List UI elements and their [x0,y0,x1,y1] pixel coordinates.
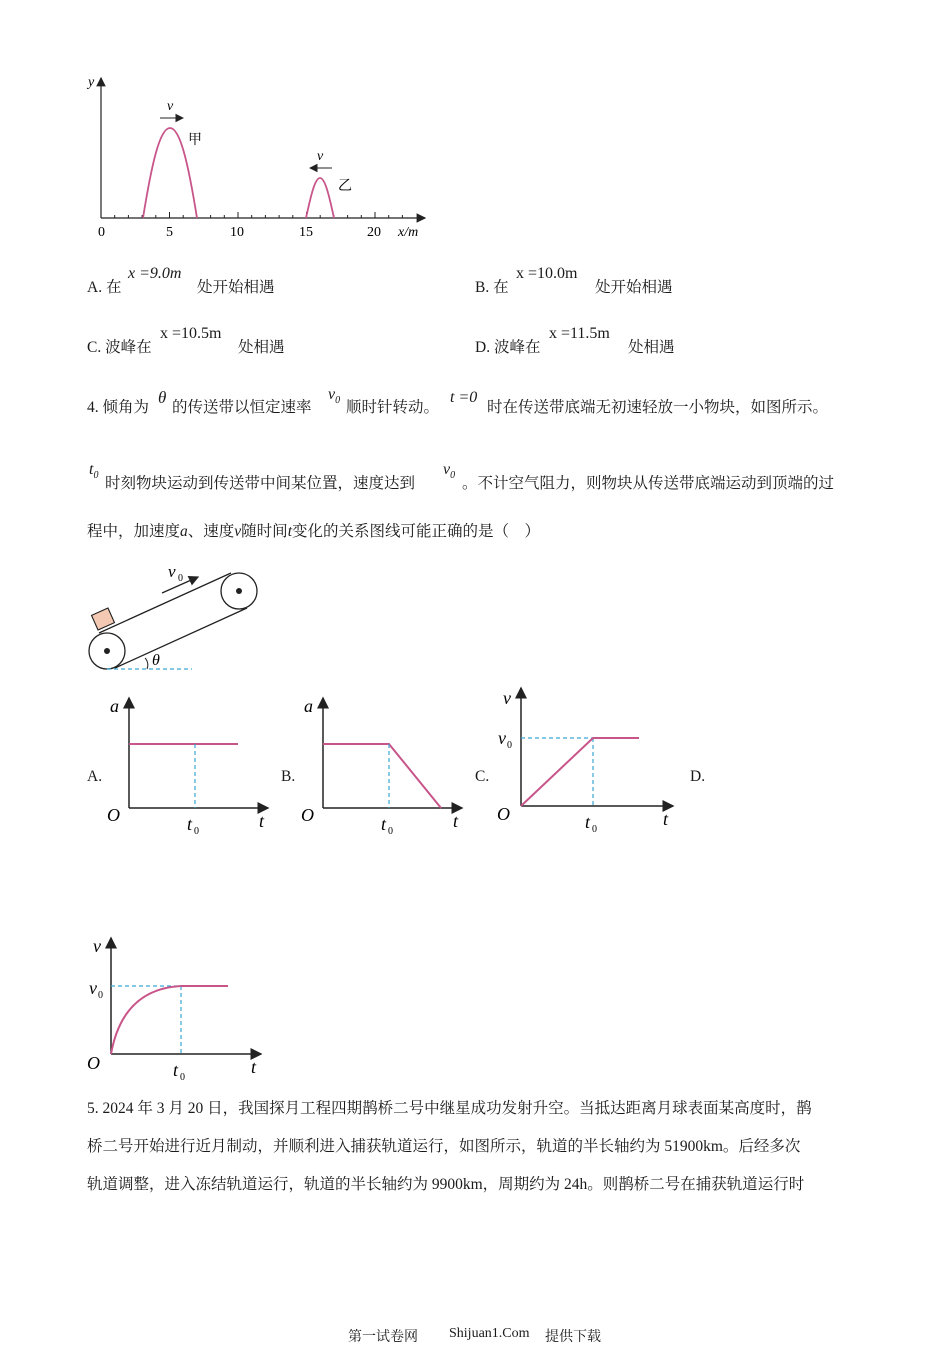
top-pulley-axle [236,588,242,594]
q4-t0: $t_0$ [89,461,99,482]
option-b-prefix: B. 在 [475,279,509,296]
graph-d-v0-label: v [89,978,97,998]
graph-a-origin: O [107,805,120,825]
graph-a [102,690,274,840]
graph-d-y-label: v [93,936,101,956]
option-a-suffix: 处开始相遇 [197,279,275,296]
q4-theta: θ [158,388,167,407]
q4-t-equals-0: t =0 [450,389,478,406]
option-d-suffix: 处相遇 [628,339,675,356]
graph-c-origin: O [497,804,510,824]
graph-b-t0-sub: 0 [388,826,393,837]
footer-tail: 提供下载 [545,1330,601,1345]
option-b-math: x =10.0m [516,265,578,282]
wave-b-curve [306,178,334,218]
tick-label-5: 5 [166,225,173,240]
graph-c [493,682,678,840]
belt-v-sub: 0 [178,573,183,584]
q4-line2-v0: $v_0$ [443,461,456,482]
tick-label-15: 15 [299,225,313,240]
graph-d [85,930,270,1088]
graph-option-b-label[interactable]: B. [281,768,296,785]
graph-b-origin: O [301,805,314,825]
graph-d-curve [111,986,228,1054]
option-b-suffix: 处开始相遇 [595,279,673,296]
y-axis-label: y [88,75,95,90]
option-d-prefix: D. 波峰在 [475,339,541,356]
belt-theta-label: θ [152,652,160,669]
graph-c-v0-label: v [498,728,506,748]
wave-b-v-label: v [317,149,324,164]
tick-label-20: 20 [367,225,381,240]
q5-line2: 桥二号开始进行近月制动，并顺利进入捕获轨道运行，如图所示，轨道的半长轴约为 51900km。后经多次 [87,1138,801,1155]
graph-a-t0-sub: 0 [194,826,199,837]
x-ticks [115,212,403,218]
graph-b-curve [323,744,441,808]
q4-line1-b: 的传送带以恒定速率 [172,399,312,416]
option-a[interactable] [87,278,121,298]
graph-option-a-label[interactable]: A. [87,768,103,785]
graph-c-curve [521,738,639,806]
graph-c-y-label: v [503,688,511,708]
q4-line1-c: 顺时针转动。 [346,399,440,416]
graph-d-t0-label: t [173,1060,179,1080]
graph-d-t0-sub: 0 [180,1072,185,1083]
option-b[interactable] [475,278,509,298]
q4-v0: $v_0$ [328,386,341,407]
q4-line2-a: 时刻物块运动到传送带中间某位置，速度达到 [105,475,416,492]
graph-c-t0-label: t [585,812,591,832]
option-c-prefix: C. 波峰在 [87,339,152,356]
wave-a-label: 甲 [188,133,202,148]
q4-line1-a: 4. 倾角为 [87,399,150,416]
q4-line1-d: 时在传送带底端无初速轻放一小物块，如图所示。 [487,399,829,416]
option-a-math: x =9.0m [128,265,182,282]
tick-label-0: 0 [98,225,105,240]
graph-d-origin: O [87,1053,100,1073]
graph-b-y-label: a [304,696,313,716]
tick-label-10: 10 [230,225,244,240]
graph-d-x-label: t [251,1057,257,1077]
graph-a-y-label: a [110,696,119,716]
footer-site-cn: 第一试卷网 [348,1330,418,1345]
graph-c-x-label: t [663,809,669,829]
option-d-math: x =11.5m [549,325,610,342]
wave-figure [80,70,440,245]
graph-b-x-label: t [453,811,459,831]
belt-v-label: v [168,562,176,581]
option-a-prefix: A. 在 [87,279,122,296]
option-d[interactable] [475,338,540,358]
q5-line1: 5. 2024 年 3 月 20 日，我国探月工程四期鹊桥二号中继星成功发射升空。当抵达距离月球表面某高度时，鹊 [87,1100,812,1117]
graph-a-x-label: t [259,811,265,831]
graph-option-c-label[interactable]: C. [475,768,490,785]
q4-line3: 程中，加速度a、速度v随时间t变化的关系图线可能正确的是（ ） [87,523,541,540]
graph-c-v0-sub: 0 [507,740,512,751]
graph-b [296,690,468,840]
graph-c-t0-sub: 0 [592,824,597,835]
option-c-math: x =10.5m [160,325,222,342]
conveyor-belt-figure [80,555,280,675]
q5-line3: 轨道调整，进入冻结轨道运行，轨道的半长轴约为 9900km，周期约为 24h。则鹊桥二号在捕获轨道运行时 [87,1176,805,1193]
wave-a-v-label: v [167,99,174,114]
graph-d-v0-sub: 0 [98,990,103,1001]
graph-b-t0-label: t [381,814,387,834]
x-axis-label: x/m [398,225,419,240]
block [92,608,115,630]
angle-arc [145,658,148,669]
option-c[interactable] [87,338,152,358]
bottom-pulley-axle [104,648,110,654]
footer-site-en[interactable]: Shijuan1.Com [449,1326,530,1341]
graph-option-d-label[interactable]: D. [690,768,706,785]
graph-a-t0-label: t [187,814,193,834]
wave-b-label: 乙 [338,179,352,194]
option-c-suffix: 处相遇 [238,339,285,356]
q4-line2-b: 。不计空气阻力，则物块从传送带底端运动到顶端的过 [462,475,835,492]
